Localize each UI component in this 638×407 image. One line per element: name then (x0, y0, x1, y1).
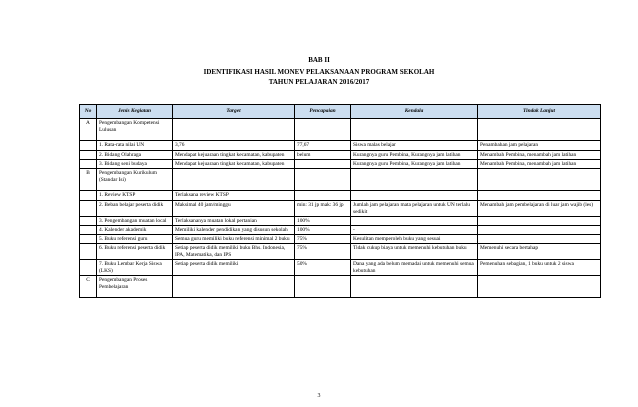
cell-no (80, 244, 97, 260)
table-row (80, 235, 601, 244)
cell-target (173, 276, 295, 298)
header-target: Target (173, 105, 295, 119)
cell-jenis-kegiatan: Pengembangan Kompetensi Lulusan (97, 119, 173, 141)
cell-tindak-lanjut: Menambah Pembina, menambah jam latihan (478, 160, 601, 169)
cell-tindak-lanjut: Pemenuhan sebagian, 1 buku untuk 2 siswa (478, 260, 601, 276)
cell-jenis-kegiatan: Pengembangan Kurikulum (Standar Isi) (97, 169, 173, 191)
cell-pencapaian: 75% (295, 244, 351, 260)
table-row (80, 191, 601, 201)
cell-no (80, 201, 97, 217)
cell-pencapaian (295, 191, 351, 201)
cell-tindak-lanjut (478, 169, 601, 191)
cell-kendala (351, 191, 478, 201)
table-row (80, 276, 601, 298)
cell-pencapaian: belum (295, 151, 351, 160)
header-kendala: Kendala (351, 105, 478, 119)
cell-kendala (351, 169, 478, 191)
cell-tindak-lanjut (478, 191, 601, 201)
table-row (80, 169, 601, 191)
cell-no: B (80, 169, 97, 191)
cell-jenis-kegiatan: Pengembangan Proses Pembelajaran (97, 276, 173, 298)
table-row (80, 217, 601, 226)
cell-no (80, 160, 97, 169)
cell-pencapaian (295, 276, 351, 298)
cell-jenis-kegiatan: 2. Bidang Olahraga (97, 151, 173, 160)
header-jenis-kegiatan: Jenis Kegiatan (97, 105, 173, 119)
cell-target: Memiliki kalender pendidikan yang disusun sekolah (173, 226, 295, 235)
cell-pencapaian (295, 169, 351, 191)
cell-jenis-kegiatan: 5. Buku referensi guru (97, 235, 173, 244)
cell-target: Mendapat kejuaraan tingkat kecamatan, kabupaten (173, 160, 295, 169)
cell-pencapaian: 50% (295, 260, 351, 276)
cell-no (80, 151, 97, 160)
cell-kendala: Kesulitan memperoleh buku yang sesuai (351, 235, 478, 244)
cell-pencapaian (295, 119, 351, 141)
cell-no (80, 260, 97, 276)
cell-tindak-lanjut: Menambah Pembina, menambah jam latihan (478, 151, 601, 160)
cell-target: Mendapat kejuaraan tingkat kecamatan, kabupaten (173, 151, 295, 160)
cell-target: Setiap peserta didik memiliki buku Bhs. Indonesia, IPA, Matematika, dan IPS (173, 244, 295, 260)
header-tindak-lanjut: Tindak Lanjut (478, 105, 601, 119)
cell-jenis-kegiatan: 6. Buku referensi peserta didik (97, 244, 173, 260)
document-title: IDENTIFIKASI HASIL MONEV PELAKSANAAN PROGRAM SEKOLAH (203, 68, 435, 76)
cell-jenis-kegiatan: 1. Rata-rata nilai UN (97, 141, 173, 151)
cell-no (80, 217, 97, 226)
table-row (80, 119, 601, 141)
evaluation-table (79, 104, 601, 298)
cell-kendala: Siswa malas belajar (351, 141, 478, 151)
cell-no: C (80, 276, 97, 298)
cell-kendala: Tidak cukup biaya untuk memenuhi kebutuhan buku (351, 244, 478, 260)
cell-jenis-kegiatan: 3. Pengembangan muatan local (97, 217, 173, 226)
cell-tindak-lanjut (478, 276, 601, 298)
cell-pencapaian: 100% (295, 217, 351, 226)
header-no: No (80, 105, 97, 119)
cell-no (80, 235, 97, 244)
cell-pencapaian: 75% (295, 235, 351, 244)
page-number: 3 (317, 393, 321, 399)
table-row (80, 244, 601, 260)
cell-tindak-lanjut (478, 235, 601, 244)
cell-kendala (351, 276, 478, 298)
chapter-heading: BAB II (308, 56, 330, 64)
cell-target: Maksimal 40 jam/minggu (173, 201, 295, 217)
table-row (80, 260, 601, 276)
table-row (80, 160, 601, 169)
cell-jenis-kegiatan: 2. Beban belajar peserta didik (97, 201, 173, 217)
table-header-row (80, 105, 601, 119)
cell-jenis-kegiatan: 4. Kalender akademik (97, 226, 173, 235)
cell-kendala: - (351, 226, 478, 235)
cell-no (80, 226, 97, 235)
cell-pencapaian: 100% (295, 226, 351, 235)
cell-jenis-kegiatan: 7. Buku Lembar Kerja Siswa (LKS) (97, 260, 173, 276)
cell-tindak-lanjut: Penambahan jam pelajaran (478, 141, 601, 151)
cell-target: 3,76 (173, 141, 295, 151)
cell-tindak-lanjut: Menambah jam pembelajaran di luar jam wajib (les) (478, 201, 601, 217)
cell-pencapaian: 77,67 (295, 141, 351, 151)
cell-no (80, 141, 97, 151)
cell-tindak-lanjut (478, 217, 601, 226)
header-pencapaian: Pencapaian (295, 105, 351, 119)
cell-no (80, 191, 97, 201)
cell-jenis-kegiatan: 1. Review KTSP (97, 191, 173, 201)
cell-target: Terlaksana review KTSP (173, 191, 295, 201)
cell-kendala: Kurangnya guru Pembina, Kurangnya jam latihan (351, 160, 478, 169)
cell-target: Setiap peserta didik memiliki (173, 260, 295, 276)
cell-target (173, 169, 295, 191)
cell-tindak-lanjut (478, 119, 601, 141)
cell-kendala (351, 217, 478, 226)
table-row (80, 201, 601, 217)
cell-kendala: Kurangnya guru Pembina, Kurangnya jam latihan (351, 151, 478, 160)
cell-kendala: Dana yang ada belum memadai untuk memenuhi semua kebutuhan (351, 260, 478, 276)
cell-kendala: Jumlah jam pelajaran mata pelajaran untuk UN terlalu sedikit (351, 201, 478, 217)
cell-pencapaian: min: 31 jp mak: 36 jp (295, 201, 351, 217)
cell-jenis-kegiatan: 3. Bidang seni budaya (97, 160, 173, 169)
table-row (80, 226, 601, 235)
cell-pencapaian (295, 160, 351, 169)
table-row (80, 151, 601, 160)
cell-kendala (351, 119, 478, 141)
document-subtitle: TAHUN PELAJARAN 2016/2017 (268, 78, 370, 86)
cell-tindak-lanjut: Memenuhi secara bertahap (478, 244, 601, 260)
cell-target: Semua guru memiliki buku referensi minimal 2 buku (173, 235, 295, 244)
cell-tindak-lanjut (478, 226, 601, 235)
cell-target (173, 119, 295, 141)
cell-no: A (80, 119, 97, 141)
cell-target: Terlaksananya muatan lokal pertanian (173, 217, 295, 226)
table-row (80, 141, 601, 151)
